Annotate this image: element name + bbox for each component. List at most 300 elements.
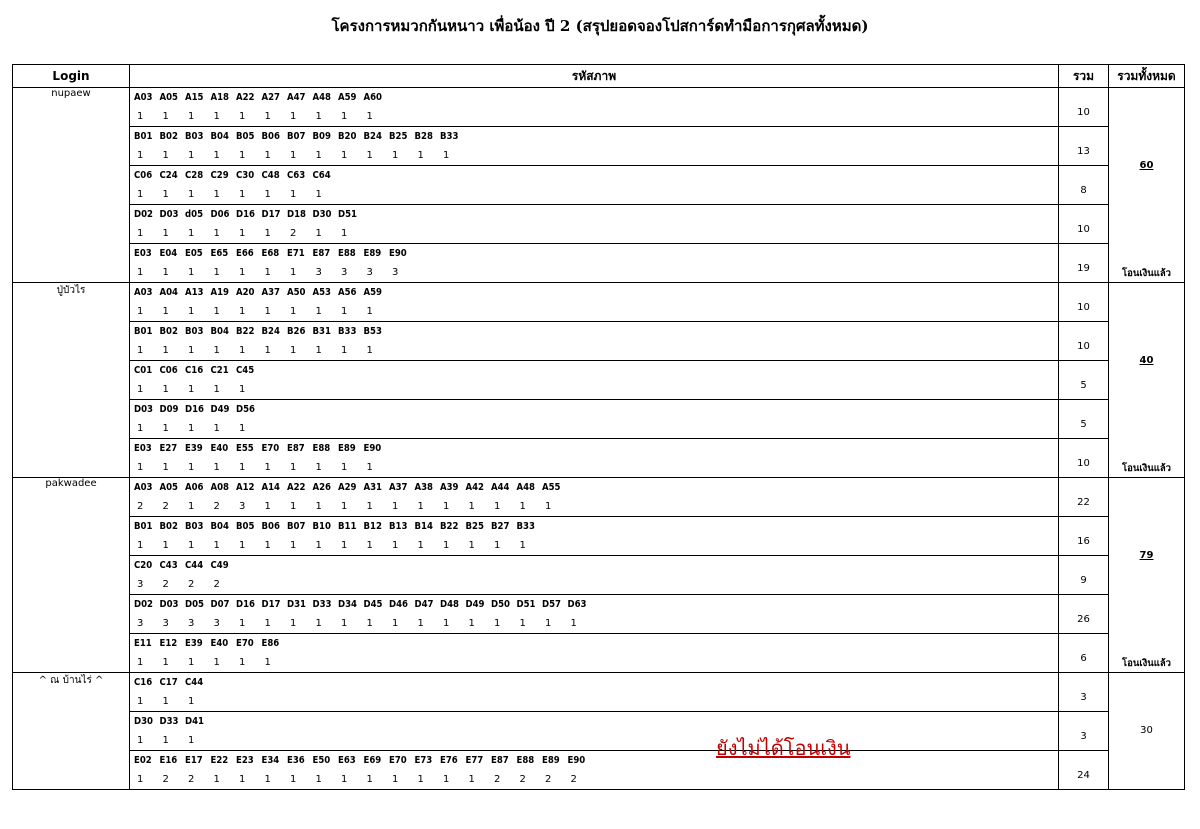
table-row [13, 361, 1185, 381]
header-codes: รหัสภาพ [130, 65, 1059, 88]
picture-code: E88 [338, 248, 356, 259]
row-sum: 10 [1059, 302, 1109, 322]
picture-count: 1 [213, 540, 220, 551]
picture-code: A13 [185, 287, 204, 298]
picture-code: C24 [159, 170, 178, 181]
picture-count: 1 [341, 462, 348, 473]
picture-count: 1 [341, 306, 348, 317]
login-cell: ปู่บัวไร [13, 283, 130, 478]
picture-count: 1 [494, 618, 501, 629]
counts-cell [130, 575, 1059, 595]
sum-cell-top [1059, 556, 1109, 576]
picture-count: 2 [162, 774, 169, 785]
picture-count: 3 [315, 267, 322, 278]
picture-count: 1 [417, 618, 424, 629]
picture-code: C43 [159, 560, 178, 571]
picture-code: A29 [338, 482, 357, 493]
picture-code: A19 [210, 287, 230, 298]
table-row [13, 556, 1185, 576]
picture-code: A53 [312, 287, 332, 298]
sum-cell-top [1059, 244, 1109, 264]
picture-count: 2 [213, 501, 220, 512]
picture-code: E02 [134, 755, 152, 766]
picture-code: D18 [287, 209, 306, 220]
picture-code: A59 [338, 92, 357, 103]
picture-count: 1 [341, 345, 348, 356]
picture-code: A31 [363, 482, 383, 493]
picture-count: 1 [213, 423, 220, 434]
picture-count: 1 [315, 150, 322, 161]
picture-code: D45 [363, 599, 383, 610]
picture-code: C48 [261, 170, 280, 181]
picture-count: 1 [188, 150, 195, 161]
picture-count: 1 [162, 696, 169, 707]
picture-code: B04 [210, 326, 229, 337]
total-value: 40 [1139, 355, 1154, 366]
total-value: 30 [1140, 725, 1153, 736]
codes-cell [130, 712, 1059, 732]
table-row [13, 263, 1185, 283]
login-cell: nupaew [13, 88, 130, 283]
picture-count: 1 [264, 189, 271, 200]
picture-code: D33 [159, 716, 179, 727]
picture-code: C21 [210, 365, 229, 376]
picture-count: 1 [290, 501, 297, 512]
picture-count: 1 [264, 540, 271, 551]
picture-count: 1 [137, 306, 144, 317]
picture-code: C17 [159, 677, 178, 688]
picture-code: B07 [287, 521, 306, 532]
row-sum: 22 [1059, 497, 1109, 517]
picture-count: 1 [137, 423, 144, 434]
codes-cell [130, 283, 1059, 303]
picture-code: B25 [465, 521, 484, 532]
picture-count: 1 [162, 189, 169, 200]
picture-count: 1 [162, 462, 169, 473]
picture-code: E76 [440, 755, 458, 766]
picture-count: 1 [290, 111, 297, 122]
picture-code: A04 [159, 287, 179, 298]
picture-count: 1 [519, 501, 526, 512]
picture-code: B02 [159, 521, 178, 532]
picture-code: B10 [312, 521, 331, 532]
row-sum: 10 [1059, 224, 1109, 244]
picture-code: A60 [363, 92, 383, 103]
paid-note: โอนเงินแล้ว [1122, 463, 1171, 474]
picture-code: B09 [312, 131, 331, 142]
row-sum: 8 [1059, 185, 1109, 205]
picture-code: D49 [465, 599, 485, 610]
picture-code: E23 [236, 755, 254, 766]
picture-code: B26 [287, 326, 306, 337]
picture-code: E12 [159, 638, 178, 649]
table-row [13, 653, 1185, 673]
picture-count: 1 [545, 501, 552, 512]
page-title: โครงการหมวกกันหนาว เพื่อน้อง ปี 2 (สรุปยอดจองโปสการ์ดทำมือการกุศลทั้งหมด) [331, 17, 869, 35]
row-sum: 10 [1059, 458, 1109, 478]
picture-count: 1 [264, 306, 271, 317]
picture-code: B02 [159, 131, 178, 142]
row-sum: 9 [1059, 575, 1109, 595]
sum-cell-top [1059, 751, 1109, 771]
total-cell [1109, 88, 1185, 283]
picture-code: C45 [236, 365, 255, 376]
counts-cell [130, 263, 1059, 283]
picture-count: 1 [315, 306, 322, 317]
table-row [13, 107, 1185, 127]
picture-count: 1 [290, 540, 297, 551]
picture-count: 1 [239, 345, 246, 356]
picture-count: 1 [162, 228, 169, 239]
picture-code: E55 [236, 443, 254, 454]
picture-code: A38 [414, 482, 434, 493]
picture-code: D16 [236, 209, 255, 220]
picture-count: 1 [162, 111, 169, 122]
picture-code: B31 [312, 326, 331, 337]
picture-code: D48 [440, 599, 459, 610]
table-row [13, 478, 1185, 498]
picture-code: A50 [287, 287, 306, 298]
row-sum: 10 [1059, 107, 1109, 127]
picture-code: C64 [312, 170, 331, 181]
picture-code: A05 [159, 482, 179, 493]
picture-count: 1 [188, 696, 195, 707]
table-row [13, 127, 1185, 147]
picture-count: 1 [239, 306, 246, 317]
counts-cell [130, 224, 1059, 244]
picture-code: D30 [134, 716, 153, 727]
picture-count: 1 [315, 540, 322, 551]
picture-code: E87 [312, 248, 331, 259]
picture-count: 1 [239, 384, 246, 395]
picture-count: 1 [494, 501, 501, 512]
picture-count: 1 [188, 384, 195, 395]
counts-cell [130, 692, 1059, 712]
picture-code: E16 [159, 755, 178, 766]
sum-cell-top [1059, 478, 1109, 498]
picture-code: D34 [338, 599, 357, 610]
picture-code: C44 [185, 560, 204, 571]
counts-cell [130, 497, 1059, 517]
picture-code: B33 [516, 521, 535, 532]
picture-count: 1 [188, 735, 195, 746]
picture-code: D02 [134, 599, 153, 610]
picture-count: 1 [366, 345, 373, 356]
header-row [13, 65, 1185, 88]
picture-count: 1 [213, 267, 220, 278]
picture-code: B04 [210, 131, 229, 142]
table-row [13, 536, 1185, 556]
picture-code: A59 [363, 287, 383, 298]
picture-count: 1 [341, 228, 348, 239]
picture-code: d05 [185, 209, 204, 220]
picture-code: A26 [312, 482, 332, 493]
picture-count: 1 [162, 423, 169, 434]
picture-code: B01 [134, 131, 153, 142]
sum-cell-top [1059, 517, 1109, 537]
total-value: 60 [1139, 160, 1154, 171]
picture-count: 1 [213, 657, 220, 668]
paid-note: โอนเงินแล้ว [1122, 658, 1171, 669]
picture-count: 1 [239, 189, 246, 200]
picture-code: A18 [210, 92, 230, 103]
picture-count: 1 [162, 657, 169, 668]
picture-code: A06 [185, 482, 204, 493]
picture-code: B20 [338, 131, 357, 142]
picture-count: 1 [239, 657, 246, 668]
picture-count: 1 [366, 618, 373, 629]
counts-cell [130, 458, 1059, 478]
row-sum: 13 [1059, 146, 1109, 166]
counts-cell [130, 107, 1059, 127]
picture-count: 1 [315, 618, 322, 629]
picture-count: 1 [137, 267, 144, 278]
picture-code: E90 [363, 443, 382, 454]
picture-count: 2 [137, 501, 144, 512]
picture-count: 1 [366, 501, 373, 512]
counts-cell [130, 146, 1059, 166]
picture-count: 1 [290, 267, 297, 278]
row-sum: 10 [1059, 341, 1109, 361]
codes-cell [130, 556, 1059, 576]
total-cell [1109, 673, 1185, 790]
counts-cell [130, 341, 1059, 361]
table-row [13, 302, 1185, 322]
picture-count: 3 [341, 267, 348, 278]
picture-count: 3 [188, 618, 195, 629]
codes-cell [130, 400, 1059, 420]
sum-cell-top [1059, 205, 1109, 225]
picture-code: A47 [287, 92, 306, 103]
picture-code: A37 [261, 287, 281, 298]
row-sum: 26 [1059, 614, 1109, 634]
picture-code: C20 [134, 560, 153, 571]
picture-count: 3 [213, 618, 220, 629]
table-row [13, 517, 1185, 537]
picture-code: E05 [185, 248, 203, 259]
table-row [13, 595, 1185, 615]
picture-code: C16 [185, 365, 204, 376]
picture-code: A03 [134, 287, 153, 298]
paid-note: โอนเงินแล้ว [1122, 268, 1171, 279]
picture-count: 1 [137, 189, 144, 200]
sum-cell-top [1059, 322, 1109, 342]
picture-code: D06 [210, 209, 230, 220]
picture-count: 1 [213, 306, 220, 317]
picture-count: 1 [290, 774, 297, 785]
codes-cell [130, 517, 1059, 537]
picture-count: 1 [137, 657, 144, 668]
picture-code: B33 [440, 131, 459, 142]
picture-code: A22 [236, 92, 255, 103]
table-row [13, 770, 1185, 790]
counts-cell [130, 419, 1059, 439]
picture-count: 1 [290, 618, 297, 629]
picture-count: 2 [494, 774, 501, 785]
picture-code: E34 [261, 755, 280, 766]
picture-code: A44 [491, 482, 510, 493]
picture-code: A39 [440, 482, 459, 493]
picture-code: B12 [363, 521, 382, 532]
picture-count: 3 [137, 618, 144, 629]
codes-cell [130, 322, 1059, 342]
picture-code: B03 [185, 521, 204, 532]
picture-code: B06 [261, 521, 280, 532]
picture-count: 1 [239, 228, 246, 239]
picture-code: D51 [516, 599, 536, 610]
picture-count: 1 [162, 384, 169, 395]
row-sum: 3 [1059, 692, 1109, 712]
picture-code: D41 [185, 716, 204, 727]
picture-code: D63 [567, 599, 587, 610]
picture-count: 1 [264, 618, 271, 629]
picture-code: E39 [185, 443, 203, 454]
picture-count: 2 [162, 501, 169, 512]
counts-cell [130, 380, 1059, 400]
codes-cell [130, 244, 1059, 264]
table-row [13, 380, 1185, 400]
picture-code: D46 [389, 599, 408, 610]
codes-cell [130, 595, 1059, 615]
picture-code: C16 [134, 677, 153, 688]
table-row [13, 166, 1185, 186]
picture-count: 1 [239, 423, 246, 434]
picture-count: 1 [162, 540, 169, 551]
picture-code: E40 [210, 638, 229, 649]
table-row [13, 751, 1185, 771]
picture-code: A37 [389, 482, 408, 493]
picture-code: D16 [185, 404, 204, 415]
picture-count: 1 [213, 462, 220, 473]
sum-cell-top [1059, 283, 1109, 303]
picture-code: E77 [465, 755, 484, 766]
picture-code: D30 [312, 209, 332, 220]
picture-count: 1 [366, 774, 373, 785]
picture-code: A20 [236, 287, 255, 298]
picture-count: 1 [137, 462, 144, 473]
picture-count: 1 [443, 618, 450, 629]
picture-count: 1 [239, 150, 246, 161]
picture-count: 1 [341, 774, 348, 785]
sum-cell-top [1059, 88, 1109, 108]
picture-count: 1 [290, 150, 297, 161]
picture-code: B14 [414, 521, 433, 532]
picture-count: 1 [443, 501, 450, 512]
picture-count: 2 [519, 774, 526, 785]
counts-cell [130, 770, 1059, 790]
picture-code: D09 [159, 404, 179, 415]
picture-count: 3 [137, 579, 144, 590]
table-row [13, 341, 1185, 361]
table-row [13, 692, 1185, 712]
table-row [13, 146, 1185, 166]
table-row [13, 673, 1185, 693]
picture-code: E03 [134, 248, 152, 259]
picture-code: D05 [185, 599, 204, 610]
counts-cell [130, 536, 1059, 556]
picture-count: 1 [213, 774, 220, 785]
header-sum: รวม [1059, 65, 1109, 88]
picture-count: 1 [162, 150, 169, 161]
unpaid-note: ยังไม่ได้โอนเงิน [716, 736, 851, 760]
picture-code: A48 [516, 482, 536, 493]
picture-count: 1 [213, 228, 220, 239]
picture-code: B07 [287, 131, 306, 142]
picture-count: 1 [137, 774, 144, 785]
picture-count: 1 [392, 618, 399, 629]
table-row [13, 224, 1185, 244]
picture-count: 1 [315, 774, 322, 785]
picture-count: 1 [162, 345, 169, 356]
picture-count: 2 [213, 579, 220, 590]
picture-count: 1 [264, 462, 271, 473]
picture-code: C01 [134, 365, 153, 376]
sum-cell-top [1059, 673, 1109, 693]
picture-count: 1 [468, 540, 475, 551]
picture-code: D51 [338, 209, 357, 220]
picture-code: B05 [236, 131, 255, 142]
picture-count: 1 [366, 462, 373, 473]
picture-count: 1 [392, 501, 399, 512]
picture-count: 1 [366, 150, 373, 161]
picture-count: 1 [239, 618, 246, 629]
picture-count: 1 [341, 501, 348, 512]
sum-cell-top [1059, 127, 1109, 147]
counts-cell [130, 731, 1059, 751]
table-row [13, 400, 1185, 420]
picture-code: B22 [236, 326, 255, 337]
picture-count: 1 [264, 501, 271, 512]
picture-count: 1 [392, 774, 399, 785]
picture-code: B04 [210, 521, 229, 532]
row-sum: 16 [1059, 536, 1109, 556]
picture-code: B05 [236, 521, 255, 532]
picture-code: E89 [338, 443, 356, 454]
picture-code: E88 [516, 755, 535, 766]
picture-count: 1 [239, 774, 246, 785]
picture-code: B02 [159, 326, 178, 337]
picture-count: 1 [315, 462, 322, 473]
picture-code: D17 [261, 209, 281, 220]
picture-count: 1 [137, 150, 144, 161]
picture-code: B24 [261, 326, 280, 337]
picture-count: 1 [315, 345, 322, 356]
picture-code: D03 [159, 209, 179, 220]
picture-code: D03 [134, 404, 153, 415]
picture-count: 1 [315, 228, 322, 239]
picture-count: 1 [290, 189, 297, 200]
picture-code: D02 [134, 209, 153, 220]
picture-code: C28 [185, 170, 204, 181]
picture-count: 1 [213, 345, 220, 356]
picture-code: E70 [261, 443, 280, 454]
picture-code: A15 [185, 92, 204, 103]
picture-count: 1 [188, 306, 195, 317]
table-row [13, 731, 1185, 751]
table-row [13, 634, 1185, 654]
picture-code: A12 [236, 482, 255, 493]
counts-cell [130, 653, 1059, 673]
picture-code: D16 [236, 599, 255, 610]
picture-count: 1 [213, 384, 220, 395]
picture-count: 1 [188, 501, 195, 512]
picture-count: 1 [494, 540, 501, 551]
picture-code: E22 [210, 755, 229, 766]
table-row [13, 244, 1185, 264]
sum-cell-top [1059, 712, 1109, 732]
picture-code: B03 [185, 131, 204, 142]
picture-code: C44 [185, 677, 204, 688]
